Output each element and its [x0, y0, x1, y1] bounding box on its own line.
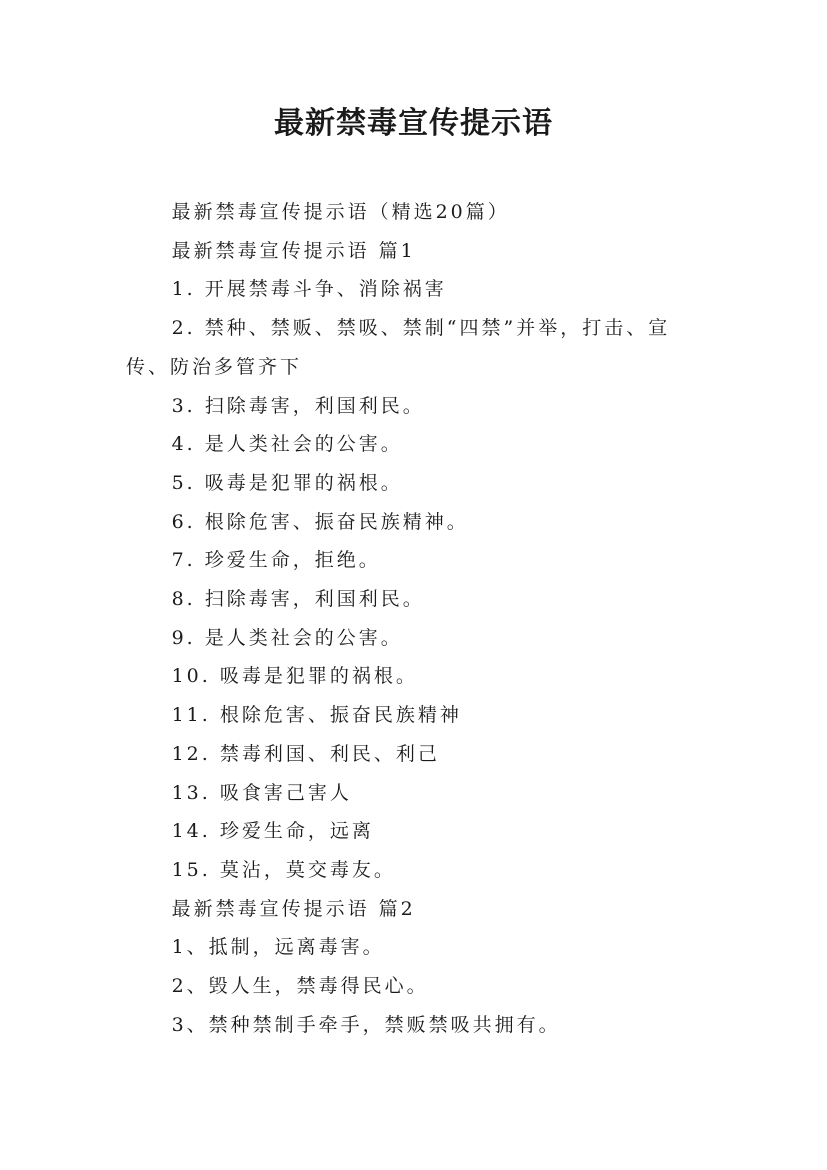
- list-item: 3、禁种禁制手牵手，禁贩禁吸共拥有。: [171, 1013, 561, 1036]
- list-item: 1、抵制，远离毒害。: [171, 936, 385, 959]
- subtitle-line: 最新禁毒宣传提示语（精选20篇）: [171, 201, 510, 223]
- list-item: 2. 禁种、禁贩、禁吸、禁制“四禁”并举，打击、宣传、防治多管齐下: [126, 317, 671, 378]
- section-heading: 最新禁毒宣传提示语 篇2: [171, 897, 416, 920]
- section-heading: 最新禁毒宣传提示语 篇1: [171, 239, 416, 262]
- list-item: 15. 莫沾，莫交毒友。: [171, 858, 396, 881]
- list-item: 7. 珍爱生命，拒绝。: [171, 549, 381, 572]
- list-item: 4. 是人类社会的公害。: [171, 433, 403, 456]
- list-item: 13. 吸食害己害人: [171, 781, 352, 804]
- document-body: [126, 193, 706, 1044]
- list-item: 2、毁人生，禁毒得民心。: [171, 975, 429, 998]
- document-title: 最新禁毒宣传提示语: [274, 106, 553, 141]
- list-item: 14. 珍爱生命，远离: [171, 820, 374, 843]
- list-item: 3. 扫除毒害，利国利民。: [171, 394, 425, 417]
- list-item: 10. 吸毒是犯罪的祸根。: [171, 665, 418, 688]
- list-item: 11. 根除危害、振奋民族精神: [171, 704, 462, 727]
- list-item: 1. 开展禁毒斗争、消除祸害: [171, 278, 447, 301]
- list-item: 6. 根除危害、振奋民族精神。: [171, 510, 469, 533]
- list-item: 12. 禁毒利国、利民、利己: [171, 742, 440, 765]
- list-item: 8. 扫除毒害，利国利民。: [171, 588, 425, 611]
- list-item: 9. 是人类社会的公害。: [171, 626, 403, 649]
- list-item: 5. 吸毒是犯罪的祸根。: [171, 471, 403, 494]
